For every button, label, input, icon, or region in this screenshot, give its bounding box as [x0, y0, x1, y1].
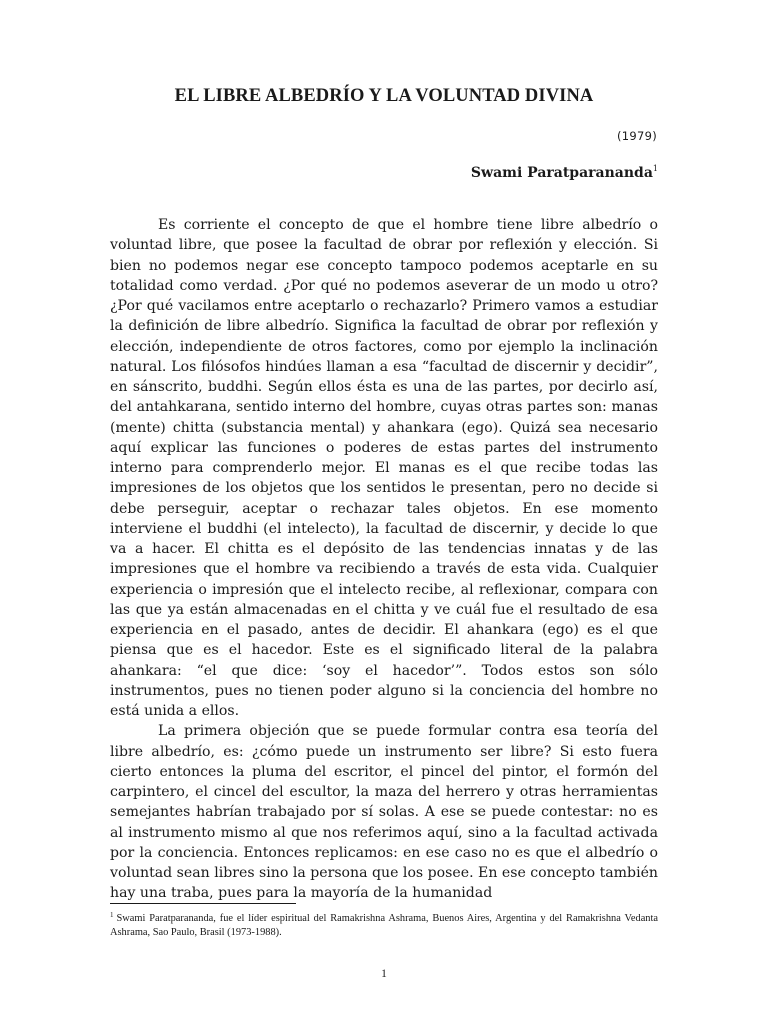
footnote	[110, 909, 658, 939]
footnote-text: Swami Paratparananda, fue el líder espiritual del Ramakrishna Ashrama, Buenos Aires, Argentina y del Ramakrishna Vedanta Ashrama, Sao Paulo, Brasil (1973-1988).	[110, 913, 658, 938]
publication-year: (1979)	[616, 129, 657, 143]
paragraph: La primera objeción que se puede formular contra esa teoría del libre albedrío, es: ¿cómo puede un instrumento ser libre? Si esto fuera cierto entonces la pluma del escritor, el pincel del pintor, el formón del carpintero, el cincel del escultor, la maza del herrero y otras herramientas semejantes habrían trabajado por sí solas. A ese se puede contestar: no es al instrumento mismo al que nos referimos aquí, sino a la facultad activada por la conciencia. Entonces replicamos: en ese caso no es que el albedrío o voluntad sean libres sino la persona que los posee. En ese concepto también hay una traba, pues para la mayoría de la humanidad	[110, 723, 658, 902]
author-footnote-ref[interactable]: 1	[652, 164, 658, 173]
paragraph: Es corriente el concepto de que el hombre tiene libre albedrío o voluntad libre, que posee la facultad de obrar por reflexión y elección. Si bien no podemos negar ese concepto tampoco podemos aceptarle en su totalidad como verdad. ¿Por qué no podemos aseverar de un modo u otro? ¿Por qué vacilamos entre aceptarlo o rechazarlo? Primero vamos a estudiar la definición de libre albedrío. Significa la facultad de obrar por reflexión y elección, independiente de otros factores, como por ejemplo la inclinación natural. Los filósofos hindúes llaman a esa “facultad de discernir y decidir”, en sánscrito, buddhi. Según ellos ésta es una de las partes, por decirlo así, del antahkarana, sentido interno del hombre, cuyas otras partes son: manas (mente) chitta (substancia mental) y ahankara (ego). Quizá sea necesario aquí explicar las funciones o poderes de estas partes del instrumento interno para comprenderlo mejor. El manas es el que recibe todas las impresiones de los objetos que los sentidos le presentan, pero no decide si debe perseguir, aceptar o rechazar tales objetos. En ese momento interviene el buddhi (el intelecto), la facultad de discernir, y decide lo que va a hacer. El chitta es el depósito de las tendencias innatas y de las impresiones que el hombre va recibiendo a través de esta vida. Cualquier experiencia o impresión que el intelecto recibe, al reflexionar, compara con las que ya están almacenadas en el chitta y ve cuál fue el resultado de esa experiencia en el pasado, antes de decidir. El ahankara (ego) es el que piensa que es el hacedor. Este es el significado literal de la palabra ahankara: “el que dice: ‘soy el hacedor’”. Todos estos son sólo instrumentos, pues no tienen poder alguno si la conciencia del hombre no está unida a ellos.	[110, 217, 658, 719]
document-title: EL LIBRE ALBEDRÍO Y LA VOLUNTAD DIVINA	[174, 86, 594, 106]
body-text	[110, 215, 658, 904]
author-line	[471, 164, 658, 181]
author-name: Swami Paratparananda	[470, 165, 653, 181]
footnote-divider	[110, 903, 296, 904]
page-number: 1	[381, 968, 387, 980]
footnote-marker: 1	[110, 911, 114, 919]
